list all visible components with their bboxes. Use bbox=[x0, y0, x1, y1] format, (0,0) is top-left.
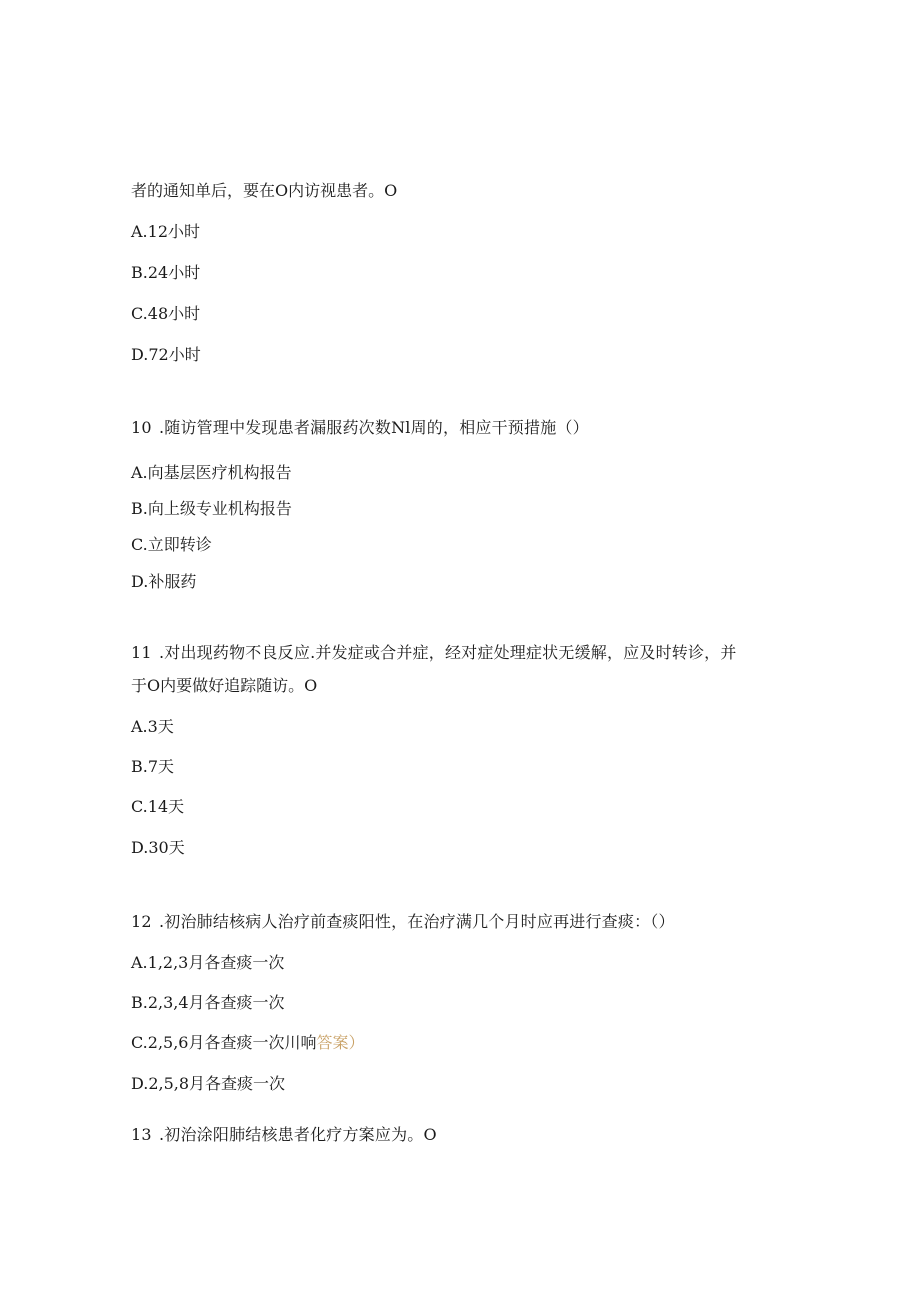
q11-option-c: C.14天 bbox=[131, 797, 185, 816]
q11-option-d: D.30天 bbox=[131, 838, 185, 857]
q12-option-b: B.2,3,4月各查痰一次 bbox=[131, 993, 285, 1012]
q11-option-a: A.3天 bbox=[131, 717, 174, 736]
q10-option-c: C.立即转诊 bbox=[131, 535, 212, 554]
question-text: .对出现药物不良反应.并发症或合并症，经对症处理症状无缓解，应及时转诊，并 bbox=[159, 643, 737, 662]
q9-option-d: D.72小时 bbox=[131, 345, 201, 364]
question-number: 10 bbox=[131, 418, 152, 437]
question-text: .初治涂阳肺结核患者化疗方案应为。O bbox=[159, 1125, 437, 1144]
answer-marker: 答案） bbox=[316, 1033, 365, 1052]
question-10 bbox=[131, 418, 589, 438]
q12-option-d: D.2,5,8月各查痰一次 bbox=[131, 1074, 286, 1093]
q12-option-a: A.1,2,3月各查痰一次 bbox=[131, 953, 285, 972]
q9-continuation: 者的通知单后，要在O内访视患者。O bbox=[131, 181, 398, 200]
q9-option-b: B.24小时 bbox=[131, 263, 201, 282]
q9-option-a: A.12小时 bbox=[131, 222, 201, 241]
q10-option-b: B.向上级专业机构报告 bbox=[131, 499, 292, 518]
question-12 bbox=[131, 912, 675, 932]
question-number: 12 bbox=[131, 912, 152, 931]
q9-option-c: C.48小时 bbox=[131, 304, 201, 323]
question-number: 11 bbox=[131, 643, 152, 662]
question-text: .初治肺结核病人治疗前查痰阳性，在治疗满几个月时应再进行查痰：（） bbox=[159, 912, 675, 931]
q12-option-c: C.2,5,6月各查痰一次川响答案） bbox=[131, 1033, 365, 1052]
q11-option-b: B.7天 bbox=[131, 757, 175, 776]
q10-option-a: A.向基层医疗机构报告 bbox=[131, 463, 292, 482]
question-13 bbox=[131, 1125, 437, 1145]
question-text: .随访管理中发现患者漏服药次数Nl周的，相应干预措施（） bbox=[159, 418, 589, 437]
q10-option-d: D.补服药 bbox=[131, 572, 197, 591]
question-11-continuation: 于O内要做好追踪随访。O bbox=[131, 676, 318, 695]
question-11 bbox=[131, 643, 737, 663]
question-number: 13 bbox=[131, 1125, 152, 1144]
